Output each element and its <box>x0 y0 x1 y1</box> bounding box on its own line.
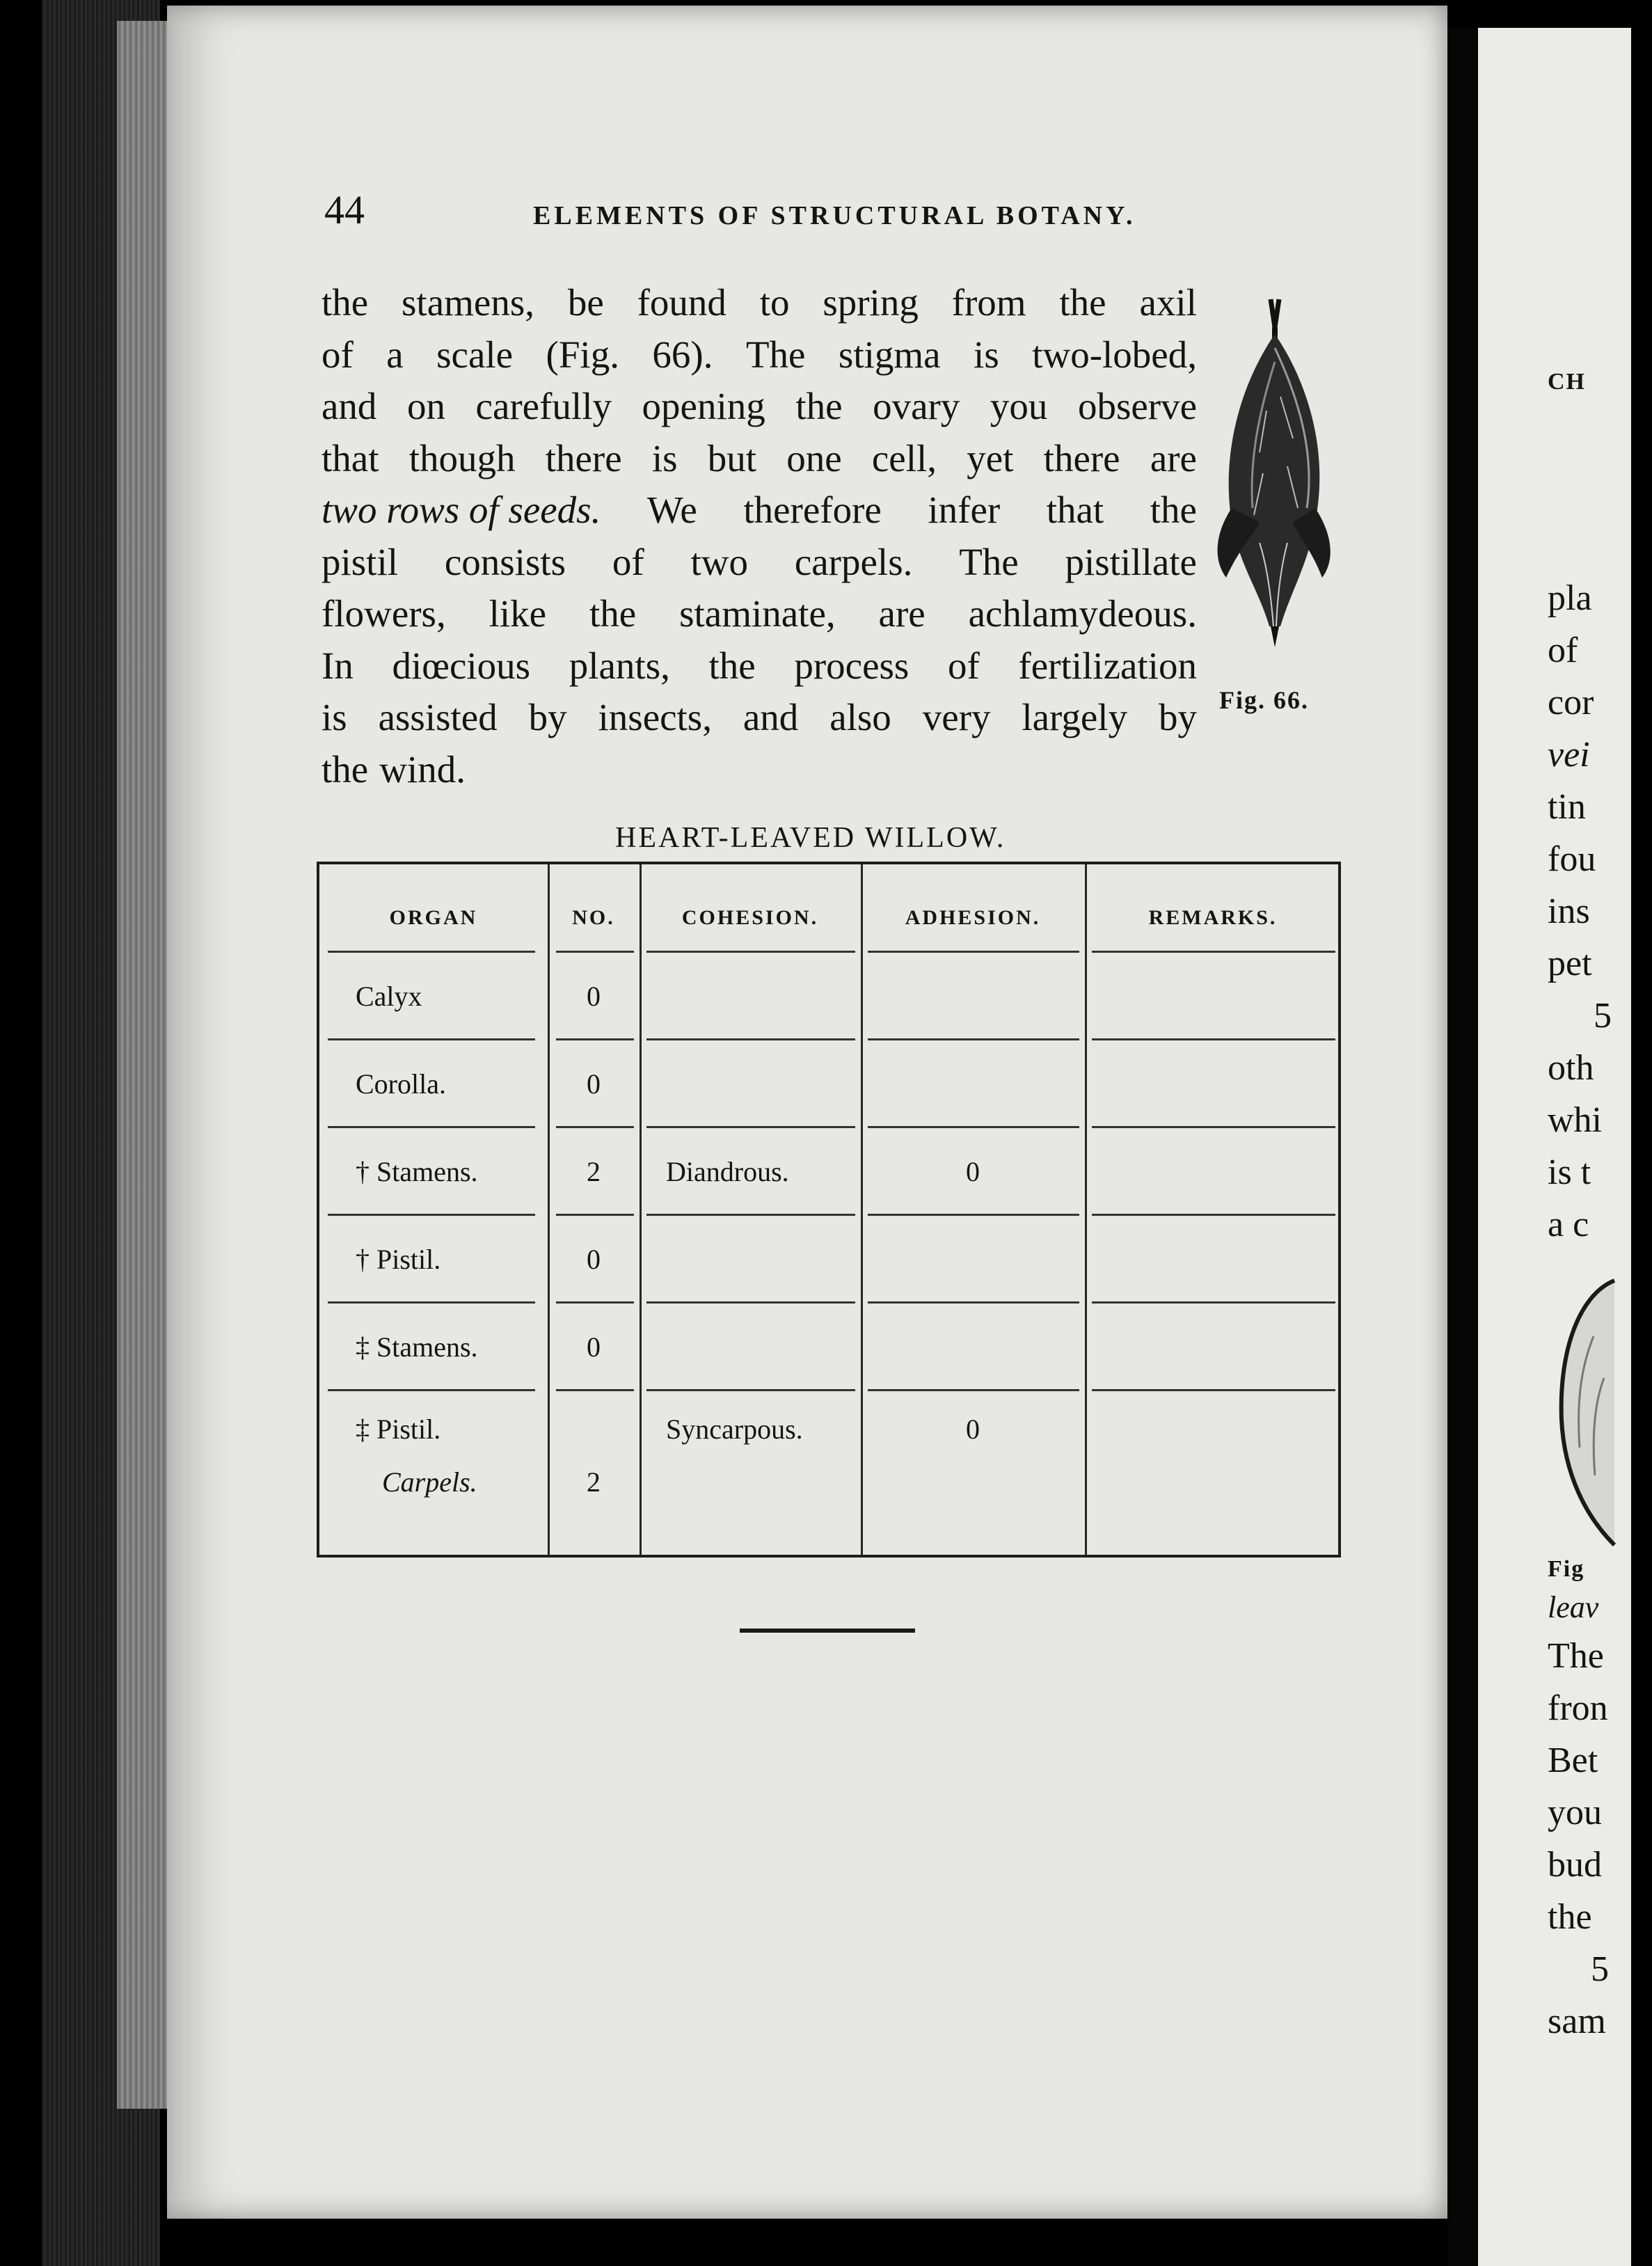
row-divider-segment <box>646 951 855 953</box>
row-divider <box>319 1214 1338 1216</box>
word: found <box>637 281 726 324</box>
word: scale <box>436 333 514 376</box>
row-divider-segment <box>868 1214 1079 1216</box>
word: two <box>690 540 749 583</box>
right-page-line: 5 <box>1594 996 1612 1036</box>
column-divider <box>1085 864 1087 1555</box>
word: flowers, <box>321 592 446 635</box>
word: axil <box>1139 281 1197 324</box>
running-title: ELEMENTS OF STRUCTURAL BOTANY. <box>533 201 1136 230</box>
row-divider <box>319 1038 1338 1040</box>
willow-catkin-scale-illustration <box>1211 299 1343 661</box>
right-page-line: tin <box>1548 787 1586 827</box>
column-divider <box>861 864 863 1555</box>
text-line <box>321 329 1197 381</box>
word: that <box>321 436 379 480</box>
table-cell-organ: Corolla. <box>356 1068 446 1100</box>
right-page-line: a c <box>1548 1205 1589 1244</box>
right-page-line: is t <box>1548 1152 1591 1192</box>
row-divider-segment <box>1092 951 1335 953</box>
table-cell-adhesion: 0 <box>966 1413 980 1445</box>
row-divider-segment <box>1092 1214 1335 1216</box>
right-page-line: whi <box>1548 1100 1602 1140</box>
right-page-line: sam <box>1548 2002 1606 2041</box>
word: though <box>408 436 516 480</box>
word: by <box>528 696 567 738</box>
row-divider-segment <box>1092 1126 1335 1128</box>
word: and <box>321 385 377 427</box>
right-page-line: bud <box>1548 1845 1602 1885</box>
word: fertilization <box>1018 644 1197 687</box>
row-divider-segment <box>328 1038 535 1040</box>
row-divider-segment <box>868 951 1079 953</box>
word: cell, <box>871 436 937 480</box>
right-page-line: you <box>1548 1793 1602 1832</box>
word: to <box>759 281 790 324</box>
word: be <box>567 281 604 324</box>
text-line <box>321 433 1197 485</box>
table-cell-no: 2 <box>587 1466 601 1498</box>
page-gutter <box>1447 28 1478 2266</box>
right-page-leaf-figure <box>1552 1267 1614 1559</box>
right-page-line: vei <box>1548 735 1590 775</box>
word: is <box>321 696 347 738</box>
table-cell-organ: ‡ Pistil. <box>356 1413 441 1445</box>
column-header-no: NO. <box>572 906 615 929</box>
row-divider-segment <box>868 1126 1079 1128</box>
table-cell-cohesion: Syncarpous. <box>666 1413 803 1445</box>
word: there <box>545 436 622 480</box>
word: yet <box>967 436 1014 480</box>
row-divider-segment <box>646 1214 855 1216</box>
word: (Fig. <box>546 333 619 376</box>
section-end-rule <box>740 1629 915 1633</box>
row-divider-segment <box>868 1389 1079 1391</box>
row-divider-segment <box>556 951 634 953</box>
text-line <box>321 277 1197 329</box>
word: the <box>321 281 369 324</box>
word: ovary <box>873 385 960 427</box>
right-page-fig-caption-2: leav <box>1548 1590 1599 1624</box>
body-paragraph <box>321 277 1197 795</box>
right-page-line: fou <box>1548 839 1596 879</box>
word: diœcious <box>392 644 531 687</box>
row-divider-segment <box>556 1301 634 1304</box>
word: a <box>386 333 404 376</box>
row-divider-segment <box>868 1301 1079 1304</box>
running-head <box>324 187 1187 235</box>
row-divider-segment <box>1092 1389 1335 1391</box>
right-page-line: cor <box>1548 683 1594 722</box>
word: plants, <box>569 644 670 687</box>
leaf-illustration-icon <box>1552 1267 1614 1559</box>
column-divider <box>640 864 642 1555</box>
row-divider-segment <box>868 1038 1079 1040</box>
word: pistillate <box>1065 540 1197 583</box>
right-page-fig-caption: Fig <box>1548 1556 1585 1582</box>
row-divider-segment <box>1092 1301 1335 1304</box>
table-cell-no: 0 <box>587 981 601 1012</box>
word: carpels. <box>794 540 913 583</box>
row-divider-segment <box>556 1038 634 1040</box>
row-divider <box>319 1301 1338 1304</box>
word: stigma <box>838 333 941 376</box>
text-line <box>321 381 1197 433</box>
word: We <box>646 489 697 531</box>
word: and <box>742 696 799 738</box>
row-divider <box>319 1389 1338 1391</box>
table-cell-no: 0 <box>587 1068 601 1100</box>
text-line <box>321 484 1197 537</box>
word: very <box>922 696 991 738</box>
table-cell-no: 0 <box>587 1331 601 1363</box>
table-cell-no: 2 <box>587 1156 601 1187</box>
row-divider-segment <box>328 1214 535 1216</box>
word: by <box>1158 696 1197 738</box>
row-divider-segment <box>646 1301 855 1304</box>
row-divider-segment <box>646 1126 855 1128</box>
row-divider <box>319 1126 1338 1128</box>
text-line <box>321 588 1197 640</box>
table-cell-organ: † Pistil. <box>356 1244 441 1275</box>
word: achlamydeous. <box>968 592 1197 635</box>
row-divider-segment <box>556 1389 634 1391</box>
table-cell-cohesion: Diandrous. <box>666 1156 789 1187</box>
row-divider-segment <box>328 1301 535 1304</box>
word: largely <box>1022 696 1128 738</box>
word: carefully <box>475 385 612 427</box>
word: that <box>1046 489 1104 531</box>
right-page-line: pla <box>1548 578 1592 618</box>
right-page-line: Bet <box>1548 1741 1598 1780</box>
word: wind. <box>379 747 466 791</box>
word: assisted <box>378 696 498 738</box>
row-divider-segment <box>328 1389 535 1391</box>
word: of <box>612 540 644 583</box>
row-divider-segment <box>556 1214 634 1216</box>
column-header-adhesion: ADHESION. <box>905 906 1041 929</box>
figure-caption: Fig. 66. <box>1219 686 1309 714</box>
right-page-line: of <box>1548 631 1578 670</box>
column-divider <box>548 864 550 1555</box>
word: In <box>321 644 354 687</box>
row-divider-segment <box>646 1038 855 1040</box>
word: the <box>795 385 843 427</box>
word: the <box>708 644 756 687</box>
row-divider-segment <box>646 1389 855 1391</box>
table-cell-adhesion: 0 <box>966 1156 980 1187</box>
row-divider-segment <box>556 1126 634 1128</box>
word: two rows of seeds. <box>321 489 601 531</box>
word: 66). <box>652 333 713 376</box>
table-cell-organ-sub: Carpels. <box>382 1466 477 1498</box>
word: like <box>489 592 547 635</box>
column-header-cohesion: COHESION. <box>681 906 819 929</box>
word: consists <box>444 540 566 583</box>
word: the <box>1059 281 1106 324</box>
right-page-line: ins <box>1548 892 1590 931</box>
word: two-lobed, <box>1032 333 1197 376</box>
word: are <box>1150 436 1197 480</box>
table-caption: HEART-LEAVED WILLOW. <box>615 822 1006 854</box>
right-page-line: The <box>1548 1636 1604 1676</box>
table-cell-no: 0 <box>587 1244 601 1275</box>
word: from <box>951 281 1026 324</box>
word: spring <box>823 281 919 324</box>
word: therefore <box>743 489 882 531</box>
right-page-line: the <box>1548 1897 1592 1937</box>
row-divider-segment <box>328 951 535 953</box>
word: also <box>829 696 891 738</box>
word: The <box>745 333 806 376</box>
column-header-organ: ORGAN <box>389 906 478 929</box>
text-line <box>321 692 1197 744</box>
row-divider-segment <box>1092 1038 1335 1040</box>
word: but <box>707 436 757 480</box>
text-line <box>321 537 1197 589</box>
word: one <box>786 436 842 480</box>
right-page-line: pet <box>1548 944 1592 983</box>
organ-table <box>317 862 1341 1558</box>
word: you <box>990 385 1048 427</box>
word: the <box>1150 489 1197 531</box>
table-cell-organ: Calyx <box>356 981 422 1012</box>
word: is <box>974 333 999 376</box>
word: insects, <box>598 696 712 738</box>
word: pistil <box>321 540 399 583</box>
word: the <box>589 592 637 635</box>
word: opening <box>642 385 765 427</box>
row-divider <box>319 951 1338 953</box>
word: stamens, <box>402 281 534 324</box>
right-page-line: oth <box>1548 1048 1594 1088</box>
page-number: 44 <box>324 187 365 232</box>
column-header-remarks: REMARKS. <box>1148 906 1278 929</box>
table-cell-organ: † Stamens. <box>356 1156 478 1187</box>
table-cell-organ: ‡ Stamens. <box>356 1331 478 1363</box>
right-page-line: fron <box>1548 1688 1608 1728</box>
word: The <box>959 540 1019 583</box>
row-divider-segment <box>328 1126 535 1128</box>
word: observe <box>1077 385 1197 427</box>
word: is <box>651 436 678 480</box>
word: staminate, <box>679 592 836 635</box>
word: process <box>794 644 910 687</box>
figure-66-icon <box>1211 299 1343 661</box>
right-page-line: 5 <box>1591 1949 1609 1989</box>
word: infer <box>928 489 1001 531</box>
text-line <box>321 744 1197 796</box>
word: are <box>878 592 926 635</box>
word: the <box>321 747 369 791</box>
word: of <box>321 333 354 376</box>
right-page-heading: CH <box>1548 369 1586 395</box>
text-line <box>321 640 1197 692</box>
word: there <box>1043 436 1120 480</box>
word: of <box>947 644 980 687</box>
word: on <box>406 385 445 427</box>
